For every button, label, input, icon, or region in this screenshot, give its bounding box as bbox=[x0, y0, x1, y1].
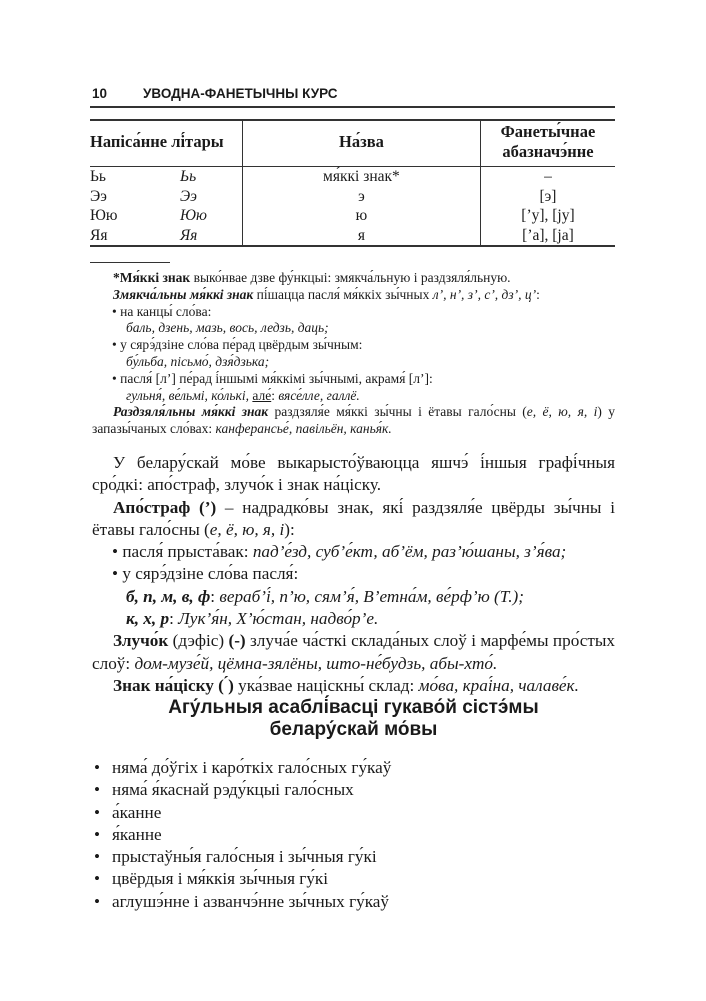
text-run: : bbox=[536, 286, 540, 302]
running-title: УВОДНА-ФАНЕТЫЧНЫ КУРС bbox=[143, 86, 338, 101]
paragraph bbox=[92, 452, 615, 497]
bullet-item bbox=[92, 371, 615, 388]
letter-print: Ээ bbox=[90, 187, 107, 205]
text-run: Змякча́льны мя́ккі знак bbox=[113, 286, 254, 302]
example-line bbox=[92, 388, 615, 405]
col-header-phonetic-line2: абазначэ́нне bbox=[502, 142, 594, 161]
text-run: • у сярэ́дзіне сло́ва пе́рад цвёрдым зы́чным: bbox=[112, 337, 363, 353]
table-row bbox=[90, 206, 615, 226]
letter-name: э bbox=[242, 187, 480, 207]
example-line bbox=[92, 586, 615, 608]
text-run: злуча́е ча́сткі склада́ных слоў і марфе́мы про́стых слоў: bbox=[92, 631, 615, 673]
text-run: • пасля́ прыста́вак: bbox=[112, 542, 253, 562]
text-run: раздзяля́е мя́ккі зы́чны і ётавы гало́сны ( bbox=[268, 404, 527, 420]
main-text bbox=[92, 452, 615, 697]
features-list bbox=[92, 757, 391, 913]
phonetic: [э] bbox=[539, 187, 557, 205]
text-run: Злучо́к bbox=[113, 631, 169, 651]
phonetic: [’а], [jа] bbox=[522, 226, 574, 244]
letter-name: я bbox=[242, 226, 480, 246]
col-header-phonetic bbox=[480, 120, 615, 167]
col-header-name: На́зва bbox=[242, 120, 480, 167]
text-run: Лук’я́н, Х’ю́стан, надво́р’е. bbox=[178, 609, 379, 629]
example-line bbox=[92, 320, 615, 337]
table-bottom-rule bbox=[90, 245, 615, 247]
bullet-item bbox=[92, 541, 615, 563]
text-run: • у сярэ́дзіне сло́ва пасля́: bbox=[112, 564, 299, 584]
list-item: • аглушэ́нне і азванчэ́нне зы́чных гу́каў bbox=[92, 891, 391, 913]
table-header-row bbox=[90, 120, 615, 167]
table-row bbox=[90, 226, 615, 246]
text-run: Раздзяля́льны мя́ккі знак bbox=[113, 404, 269, 420]
section-heading bbox=[92, 697, 615, 741]
table-row bbox=[90, 187, 615, 207]
text-run: але́ bbox=[252, 387, 272, 403]
text-run: дом-музе́й, цёмна-зялёны, што-не́будзь, абы-хто́. bbox=[134, 653, 498, 673]
paragraph bbox=[92, 287, 615, 304]
list-item: • я́канне bbox=[92, 824, 391, 846]
paragraph bbox=[92, 270, 615, 287]
text-run: е, ё, ю, я, і bbox=[526, 404, 598, 420]
text-run: л’, н’, з’, с’, дз’, ц’ bbox=[432, 286, 537, 302]
letter-name: мя́ккі знак* bbox=[242, 167, 480, 187]
list-item: • прыстаўны́я гало́сныя і зы́чныя гу́кі bbox=[92, 846, 391, 868]
text-run: Знак на́ціску ( ́) bbox=[113, 675, 234, 695]
text-run: е, ё, ю, я, і bbox=[209, 519, 285, 539]
footnote-rule bbox=[90, 262, 170, 263]
phonetic: [’у], [jу] bbox=[521, 207, 575, 224]
paragraph bbox=[92, 630, 615, 675]
bullet-item bbox=[92, 563, 615, 585]
page-number: 10 bbox=[92, 86, 108, 101]
text-run: – надрадко́вы знак, які́ раздзяля́е цвёрды зы́чны і ётавы гало́сны ( bbox=[92, 497, 615, 539]
text-run: б, п, м, в, ф bbox=[126, 586, 211, 606]
bullet-item bbox=[92, 304, 615, 321]
running-header bbox=[92, 86, 338, 101]
text-run: бу́льба, пісьмо́, дзя́дзька; bbox=[126, 353, 270, 369]
text-run: канферансье́, павільён, канья́к. bbox=[215, 421, 392, 437]
footnote bbox=[92, 270, 615, 438]
text-run: : bbox=[210, 586, 220, 606]
paragraph bbox=[92, 497, 615, 542]
text-run: (дэфіс) bbox=[168, 631, 229, 651]
letter-print: Яя bbox=[90, 226, 108, 244]
list-item: • а́канне bbox=[92, 802, 391, 824]
text-run: ): bbox=[284, 519, 295, 539]
letter-italic: Ьь bbox=[180, 167, 242, 187]
letter-name: ю bbox=[242, 206, 480, 226]
paragraph bbox=[92, 675, 615, 697]
text-run: : bbox=[271, 387, 279, 403]
col-header-letters: Напіса́нне лі́тары bbox=[90, 120, 242, 167]
header-rule bbox=[90, 106, 615, 108]
letter-italic: Ээ bbox=[180, 187, 242, 207]
letter-print: Юю bbox=[90, 207, 118, 224]
text-run: к, х, р bbox=[126, 609, 170, 629]
col-header-phonetic-line1: Фанеты́чнае bbox=[500, 122, 596, 141]
text-run: мо́ва, краі́на, чалаве́к. bbox=[418, 675, 579, 695]
text-run: гульня́, ве́льмі, ко́лькі, bbox=[126, 387, 253, 403]
table-row bbox=[90, 167, 615, 187]
text-run: Апо́страф (’) bbox=[113, 497, 217, 517]
section-heading-line2: белару́скай мо́вы bbox=[269, 719, 438, 740]
alphabet-table bbox=[90, 120, 615, 245]
text-run: У белару́скай мо́ве выкарысто́ўваюцца яшчэ́ і́ншыя графі́чныя сро́дкі: апо́страф, злучо́к і знак на́ціску. bbox=[92, 453, 615, 495]
text-run: пі́шацца пасля́ мя́ккіх зы́чных bbox=[253, 286, 433, 302]
text-run: вясе́лле, галлё. bbox=[278, 387, 360, 403]
text-run: *Мя́ккі знак bbox=[113, 270, 191, 285]
phonetic: – bbox=[544, 168, 552, 185]
example-line bbox=[92, 354, 615, 371]
text-run: ) у запазы́чаных сло́вах: bbox=[92, 404, 616, 437]
text-run: ука́звае націскны́ склад: bbox=[233, 675, 419, 695]
letter-italic: Юю bbox=[180, 206, 242, 226]
list-item: • няма́ до́ўгіх і каро́ткіх гало́сных гу́каў bbox=[92, 757, 391, 779]
text-run: вераб’і́, п’ю, сям’я́, В’етна́м, ве́рф’ю (Т.); bbox=[219, 586, 524, 606]
bullet-item bbox=[92, 337, 615, 354]
text-run: : bbox=[169, 609, 179, 629]
text-run: • на канцы́ сло́ва: bbox=[112, 303, 212, 319]
list-item: • цвёрдыя і мя́ккія зы́чныя гу́кі bbox=[92, 868, 391, 890]
letter-print: Ьь bbox=[90, 168, 106, 185]
text-run: (-) bbox=[228, 631, 246, 651]
example-line bbox=[92, 608, 615, 630]
text-run: пад’е́зд, суб’е́кт, аб’ём, раз’ю́шаны, з’я́ва; bbox=[252, 542, 567, 562]
list-item: • няма́ я́каснай рэду́кцыі гало́сных bbox=[92, 779, 391, 801]
paragraph bbox=[92, 404, 615, 438]
letter-italic: Яя bbox=[180, 226, 242, 246]
text-run: выко́нвае дзве фу́нкцыі: змякча́льную і раздзяля́льную. bbox=[190, 270, 511, 285]
section-heading-line1: Агу́льныя асаблі́васці гукаво́й сістэ́мы bbox=[168, 697, 539, 718]
text-run: баль, дзень, мазь, вось, ледзь, даць; bbox=[126, 320, 329, 336]
text-run: • пасля́ [л’] пе́рад і́ншымі мя́ккімі зы́чнымі, акрамя́ [л’]: bbox=[112, 370, 433, 386]
